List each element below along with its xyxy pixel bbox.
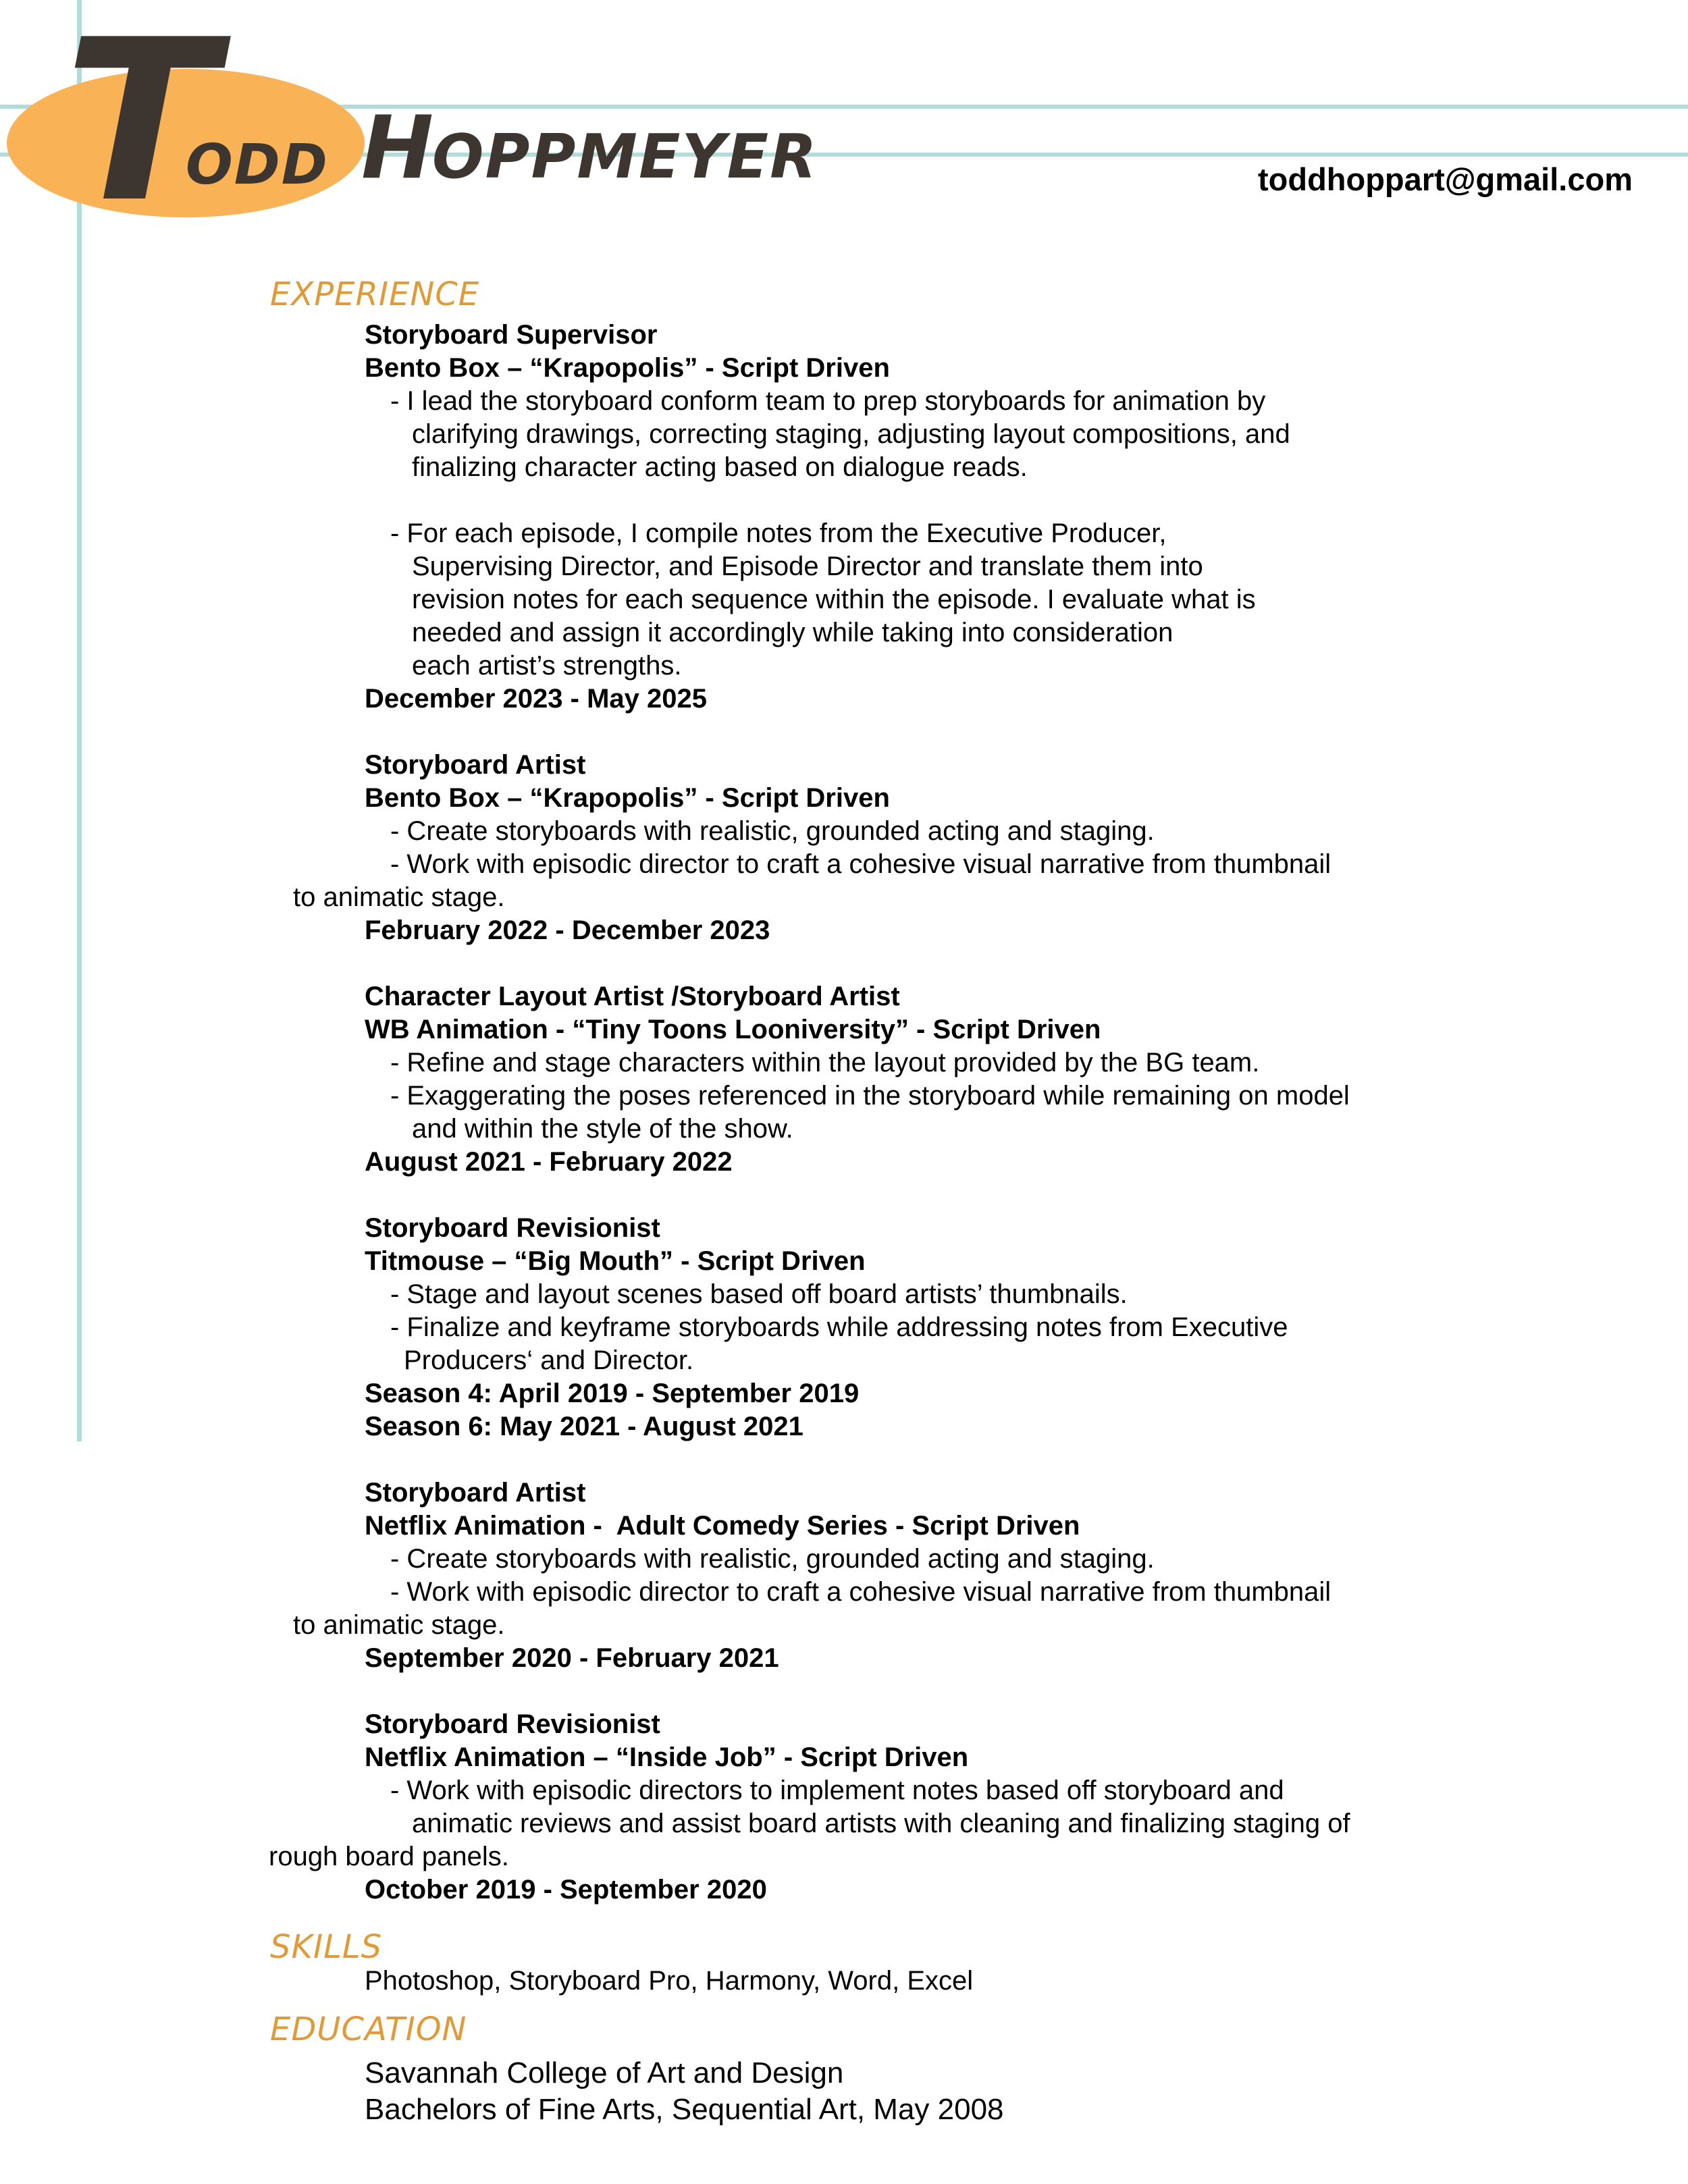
job-bullet: - Work with episodic director to craft a cohesive visual narrative from thumbnail — [390, 849, 1331, 879]
logo-initial-t: T — [64, 0, 218, 251]
education-school: Savannah College of Art and Design — [365, 2056, 844, 2089]
job-bullet: - I lead the storyboard conform team to prep storyboards for animation by — [390, 386, 1266, 416]
job-company: Netflix Animation - Adult Comedy Series - Script Driven — [365, 1511, 1080, 1541]
job-company: WB Animation - “Tiny Toons Looniversity” - Script Driven — [365, 1015, 1101, 1044]
job-bullet-cont: Supervising Director, and Episode Director and translate them into — [412, 552, 1203, 581]
job-bullet: - Finalize and keyframe storyboards while addressing notes from Executive — [390, 1312, 1288, 1342]
job-dates: December 2023 - May 2025 — [365, 684, 707, 714]
job-bullet-cont: finalizing character acting based on dialogue reads. — [412, 452, 1028, 482]
job-dates: Season 4: April 2019 - September 2019 — [365, 1379, 860, 1408]
job-bullet: - Refine and stage characters within the layout provided by the BG team. — [390, 1048, 1260, 1077]
skills-heading: SKILLS — [270, 1928, 383, 1966]
email-address[interactable]: toddhoppart@gmail.com — [1258, 161, 1633, 197]
skills-list: Photoshop, Storyboard Pro, Harmony, Word, Excel — [365, 1966, 974, 1996]
job-company: Titmouse – “Big Mouth” - Script Driven — [365, 1246, 866, 1276]
job-bullet-cont: and within the style of the show. — [412, 1114, 793, 1144]
job-dates: Season 6: May 2021 - August 2021 — [365, 1412, 803, 1441]
job-bullet: - Create storyboards with realistic, grounded acting and staging. — [390, 1544, 1155, 1574]
job-company: Bento Box – “Krapopolis” - Script Driven — [365, 783, 890, 813]
education-heading: EDUCATION — [270, 2010, 467, 2048]
job-bullet-cont: animatic reviews and assist board artists with cleaning and finalizing staging of — [412, 1809, 1350, 1838]
job-bullet: - Work with episodic director to craft a cohesive visual narrative from thumbnail — [390, 1577, 1331, 1607]
job-dates: August 2021 - February 2022 — [365, 1147, 733, 1177]
job-bullet: - Exaggerating the poses referenced in the storyboard while remaining on model — [390, 1081, 1350, 1111]
job-title: Storyboard Supervisor — [365, 320, 658, 350]
job-bullet-cont: to animatic stage. — [293, 882, 505, 912]
job-bullet: - For each episode, I compile notes from the Executive Producer, — [390, 518, 1167, 548]
logo-last-rest: OPPMEYER — [432, 122, 818, 192]
job-bullet: - Create storyboards with realistic, grounded acting and staging. — [390, 816, 1155, 846]
job-title: Storyboard Artist — [365, 1478, 586, 1508]
job-company: Bento Box – “Krapopolis” - Script Driven — [365, 353, 890, 383]
job-dates: September 2020 - February 2021 — [365, 1643, 779, 1673]
logo-first-rest: ODD — [186, 133, 329, 197]
job-dates: February 2022 - December 2023 — [365, 915, 770, 945]
job-bullet-cont: Producers‘ and Director. — [404, 1346, 694, 1375]
job-bullet-cont: to animatic stage. — [293, 1610, 505, 1640]
experience-heading: EXPERIENCE — [270, 275, 480, 313]
job-bullet-cont: needed and assign it accordingly while taking into consideration — [412, 618, 1173, 647]
job-title: Storyboard Revisionist — [365, 1709, 660, 1739]
job-bullet-cont: revision notes for each sequence within the episode. I evaluate what is — [412, 585, 1256, 614]
job-dates: October 2019 - September 2020 — [365, 1875, 767, 1905]
job-company: Netflix Animation – “Inside Job” - Script Driven — [365, 1742, 969, 1772]
job-bullet: - Stage and layout scenes based off board artists’ thumbnails. — [390, 1279, 1128, 1309]
job-title: Storyboard Revisionist — [365, 1213, 660, 1243]
job-bullet-cont: each artist’s strengths. — [412, 651, 682, 681]
education-degree: Bachelors of Fine Arts, Sequential Art, May 2008 — [365, 2093, 1004, 2126]
job-bullet-cont: rough board panels. — [269, 1842, 509, 1871]
job-title: Storyboard Artist — [365, 750, 586, 780]
job-bullet-cont: clarifying drawings, correcting staging, adjusting layout compositions, and — [412, 419, 1290, 449]
job-title: Character Layout Artist /Storyboard Artist — [365, 982, 900, 1011]
job-bullet: - Work with episodic directors to implement notes based off storyboard and — [390, 1776, 1284, 1805]
logo-last-initial: H — [361, 98, 436, 198]
